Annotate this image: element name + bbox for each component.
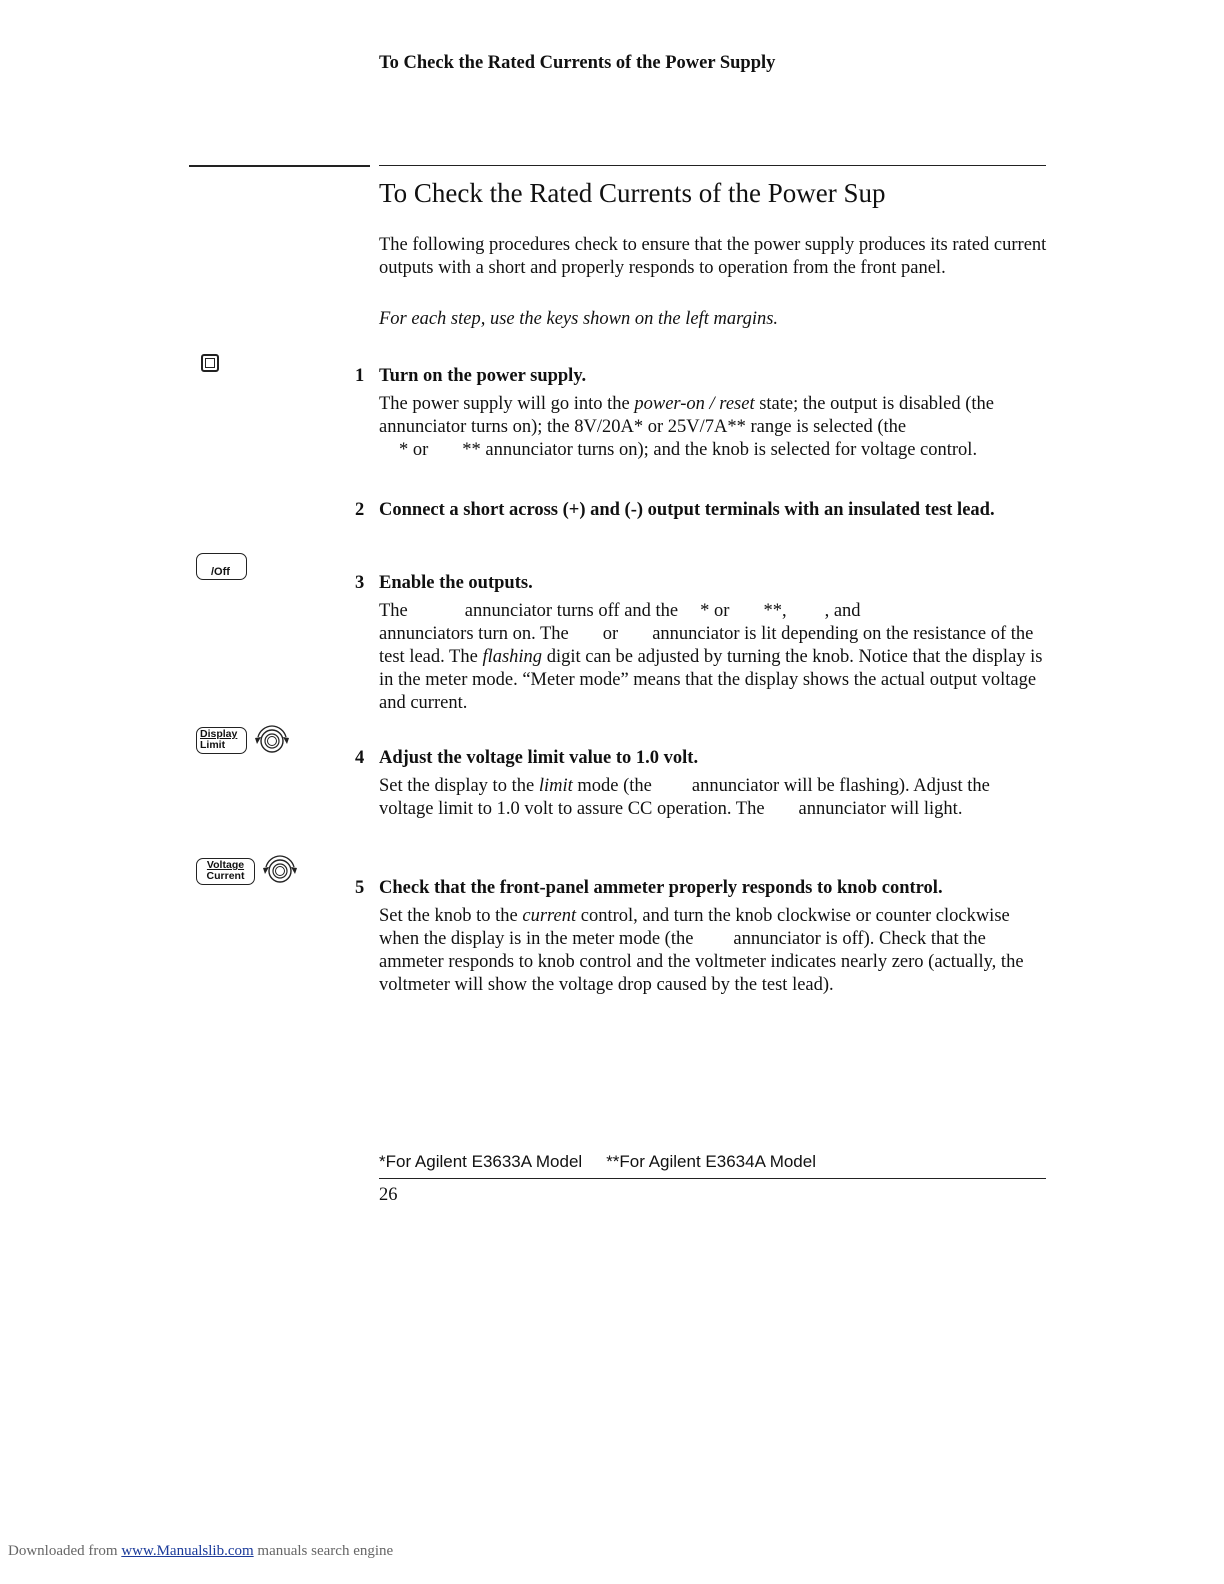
page-number: 26 [379, 1185, 398, 1205]
output-onoff-key: /Off [196, 553, 247, 580]
power-key-icon [201, 354, 219, 372]
step-number: 4 [355, 748, 365, 768]
footnote-e3633a: *For Agilent E3633A Model [379, 1152, 583, 1171]
download-footer: Downloaded from www.Manualslib.com manuals search engine [8, 1543, 394, 1559]
step-body: The annunciator turns off and the * or **, , and annunciators turn on. The or annunciator is lit depending on the resistance of the test lead. The flashing digit can be adjusted by turning the knob. Notice that the display is in the meter mode. “Meter mode” means that the display shows the actual output voltage and current. [379, 601, 1043, 713]
step-heading: Adjust the voltage limit value to 1.0 volt. [379, 748, 699, 768]
voltage-current-key: Voltage Current [196, 858, 255, 885]
footer-rule [379, 1178, 1046, 1179]
running-header: To Check the Rated Currents of the Power Supply [379, 53, 776, 73]
step-number: 3 [355, 573, 365, 593]
intro-paragraph: The following procedures check to ensure that the power supply produces its rated current outputs with a short and properly responds to operation from the front panel. [379, 235, 1047, 278]
step-heading: Enable the outputs. [379, 573, 533, 593]
footnote-e3634a: **For Agilent E3634A Model [606, 1152, 816, 1171]
step-heading: Check that the front-panel ammeter properly responds to knob control. [379, 878, 943, 898]
footnotes [379, 1152, 816, 1172]
knob-icon [259, 855, 301, 887]
step-heading: Turn on the power supply. [379, 366, 587, 386]
step-number: 1 [355, 366, 365, 386]
display-limit-key: Display Limit [196, 727, 247, 754]
step-body: Set the knob to the current control, and turn the knob clockwise or counter clockwise when the display is in the meter mode (the annunciator is off). Check that the ammeter responds to knob control and the voltmeter indicates nearly zero (actually, the voltmeter will show the voltage drop caused by the test lead). [379, 906, 1024, 995]
step-number: 5 [355, 878, 365, 898]
step-body: The power supply will go into the power-on / reset state; the output is disabled (theannunciator turns on); the 8V/20A* or 25V/7A** range is selected (the * or ** annunciator turns on); and the knob is selected for voltage control. [379, 394, 995, 460]
manualslib-link[interactable]: www.Manualslib.com [121, 1543, 254, 1559]
section-title: To Check the Rated Currents of the Power Sup [379, 178, 886, 208]
step-heading: Connect a short across (+) and (-) output terminals with an insulated test lead. [379, 500, 995, 520]
intro-note: For each step, use the keys shown on the left margins. [379, 309, 779, 329]
section-rule-left [189, 165, 370, 167]
step-number: 2 [355, 500, 365, 520]
knob-icon [251, 725, 293, 757]
section-rule-right [379, 165, 1046, 166]
step-body: Set the display to the limit mode (the annunciator will be flashing). Adjust the voltage limit to 1.0 volt to assure CC operation. The annunciator will light. [379, 776, 990, 819]
